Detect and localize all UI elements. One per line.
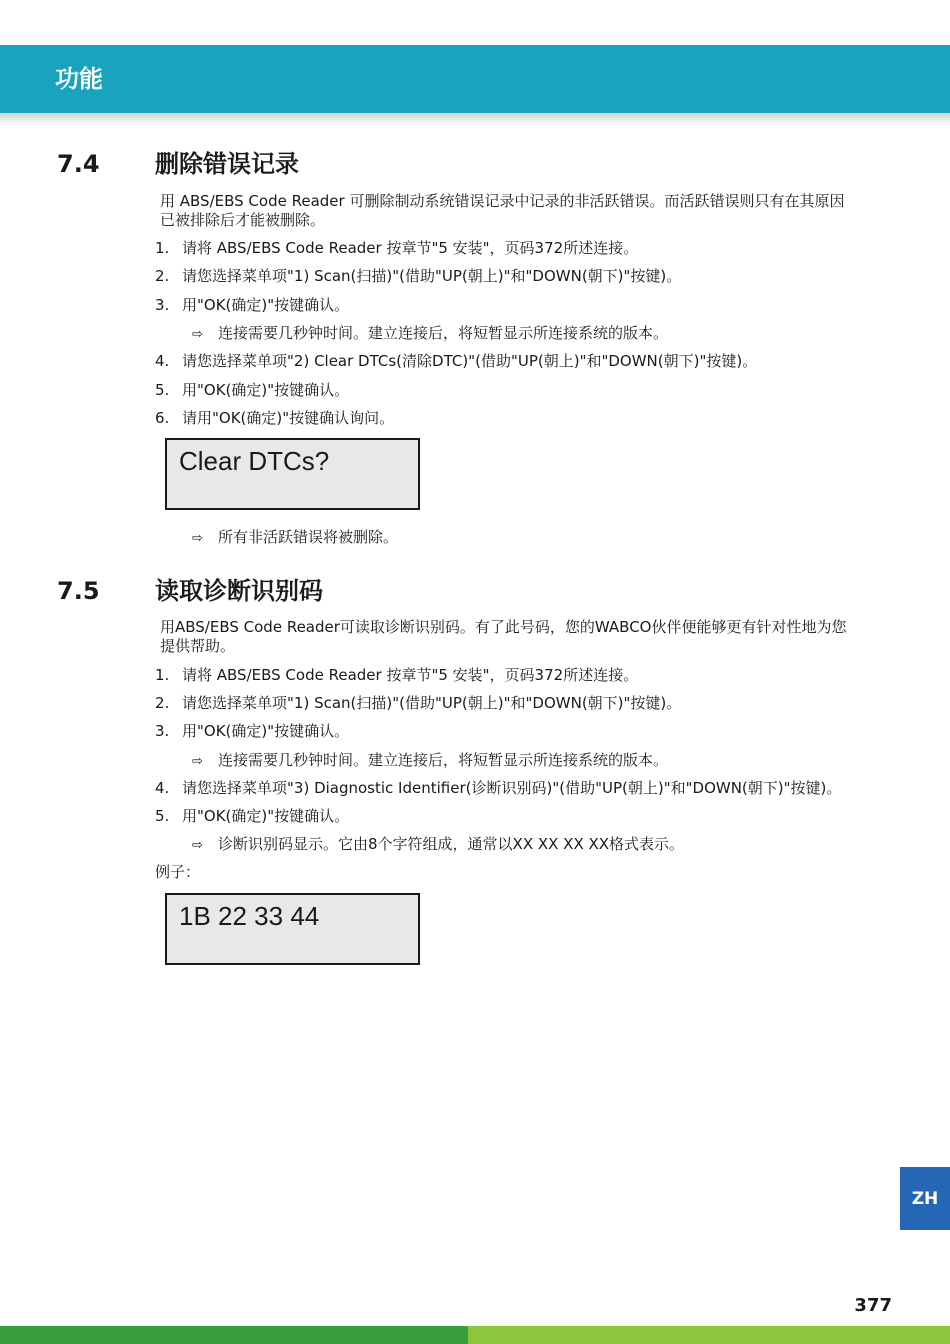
section-75-step-3: 3. 用"OK(确定)"按键确认。 (155, 722, 350, 740)
header-title: 功能 (55, 65, 103, 93)
device-display-identifier (165, 893, 420, 965)
device-display-clear-dtcs (165, 438, 420, 510)
page-number: 377 (854, 1295, 892, 1316)
section-74-step-5: 5. 用"OK(确定)"按键确认。 (155, 381, 350, 399)
section-75-title: 读取诊断识别码 (155, 577, 323, 605)
section-75-step-1: 1. 请将 ABS/EBS Code Reader 按章节"5 安装"，页码372所述连接。 (155, 666, 639, 684)
section-74-title: 删除错误记录 (155, 150, 299, 178)
section-74-step-2: 2. 请您选择菜单项"1) Scan(扫描)"(借助"UP(朝上)"和"DOWN(朝下)"按键)。 (155, 267, 682, 285)
display-text: 1B 22 33 44 (179, 901, 320, 931)
footer-bar-light (468, 1326, 950, 1344)
result-arrow-icon: ⇨ (192, 838, 203, 853)
section-75-intro (160, 618, 890, 656)
header-band (0, 45, 950, 113)
footer-bar-dark (0, 1326, 468, 1344)
section-74-step-6: 6. 请用"OK(确定)"按键确认询问。 (155, 409, 395, 427)
section-75-step-4: 4. 请您选择菜单项"3) Diagnostic Identifier(诊断识别码)"(借助"UP(朝上)"和"DOWN(朝下)"按键)。 (155, 779, 842, 797)
section-74-step-1: 1. 请将 ABS/EBS Code Reader 按章节"5 安装"，页码372所述连接。 (155, 239, 639, 257)
section-74-number: 7.4 (57, 150, 100, 178)
section-74-step-3: 3. 用"OK(确定)"按键确认。 (155, 296, 350, 314)
section-75-result-shown: ⇨ 诊断识别码显示。它由8个字符组成，通常以XX XX XX XX格式表示。 (192, 834, 684, 856)
section-75-intro-line-2: 提供帮助。 (160, 637, 236, 655)
example-label: 例子： (155, 863, 201, 881)
header-shadow (0, 113, 950, 125)
section-75-step-2: 2. 请您选择菜单项"1) Scan(扫描)"(借助"UP(朝上)"和"DOWN(朝下)"按键)。 (155, 694, 682, 712)
language-tab-zh[interactable]: ZH (900, 1167, 950, 1230)
section-75-intro-line-1: 用ABS/EBS Code Reader可读取诊断识别码。有了此号码，您的WABCO伙伴便能够更有针对性地为您 (160, 618, 847, 636)
result-arrow-icon: ⇨ (192, 531, 203, 546)
section-74-step-4: 4. 请您选择菜单项"2) Clear DTCs(清除DTC)"(借助"UP(朝上)"和"DOWN(朝下)"按键)。 (155, 352, 758, 370)
result-arrow-icon: ⇨ (192, 754, 203, 769)
section-75-step-5: 5. 用"OK(确定)"按键确认。 (155, 807, 350, 825)
result-arrow-icon: ⇨ (192, 327, 203, 342)
section-75-result-connect: ⇨ 连接需要几秒钟时间。建立连接后，将短暂显示所连接系统的版本。 (192, 750, 668, 772)
display-text: Clear DTCs? (179, 446, 330, 476)
section-74-result-deleted: ⇨ 所有非活跃错误将被删除。 (192, 527, 398, 549)
section-74-result-connect: ⇨ 连接需要几秒钟时间。建立连接后，将短暂显示所连接系统的版本。 (192, 323, 668, 345)
section-74-intro (160, 192, 890, 230)
section-74-intro-line-2: 已被排除后才能被删除。 (160, 211, 326, 229)
section-75-number: 7.5 (57, 577, 100, 605)
section-74-intro-line-1: 用 ABS/EBS Code Reader 可删除制动系统错误记录中记录的非活跃错误。而活跃错误则只有在其原因 (160, 192, 845, 210)
